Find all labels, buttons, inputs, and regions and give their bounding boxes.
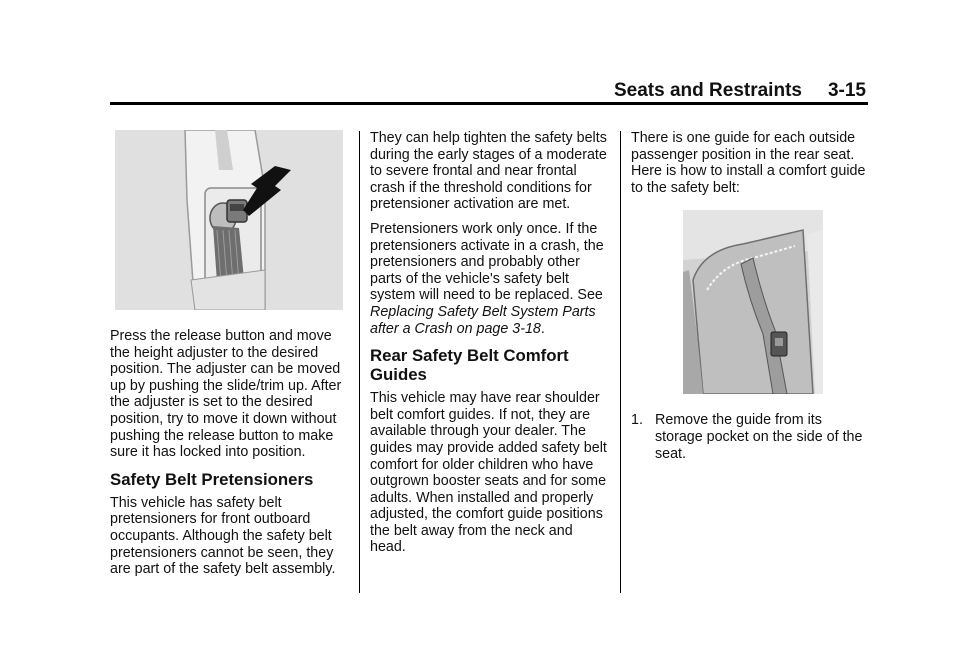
- see-prefix: See: [577, 287, 603, 304]
- pretensioners-function: They can help tighten the safety belts during the early stages of a moderate to severe frontal and near frontal crash if the threshold conditions for pretensioner activation are met.: [370, 130, 607, 213]
- section-title: Seats and Restraints: [614, 80, 802, 101]
- comfort-guide-seat-illustration-icon: [683, 210, 823, 394]
- see-suffix: .: [540, 320, 545, 337]
- header-rule: [110, 102, 868, 105]
- page-number: 3-15: [827, 80, 866, 101]
- column-divider-1: [359, 131, 360, 593]
- pretensioners-intro: This vehicle has safety belt pretensioners for front outboard occupants. Although the safety belt pretensioners cannot be seen, they are part of the safety belt assembly.: [110, 494, 336, 578]
- list-item: [631, 412, 871, 462]
- heading-pretensioners: Safety Belt Pretensioners: [110, 469, 314, 489]
- heading-comfort-guides: Rear Safety Belt Comfort Guides: [370, 346, 569, 385]
- cross-reference-link[interactable]: Replacing Safety Belt System Parts after a Crash on page 3-18: [370, 303, 596, 337]
- page-header: [0, 80, 866, 102]
- comfort-guide-intro: There is one guide for each outside passenger position in the rear seat. Here is how to install a comfort guide to the safety belt:: [631, 130, 866, 196]
- column-2: [370, 130, 610, 564]
- pretensioners-replacement: [370, 221, 610, 337]
- step-text: Remove the guide from its storage pocket on the side of the seat.: [655, 412, 863, 462]
- comfort-guides-description: This vehicle may have rear shoulder belt comfort guides. If not, they are available through your dealer. The guides may provide added safety belt comfort for older children who have outgrown booster seats and for some adults. When installed and properly adjusted, the comfort guide positions the belt away from the neck and head.: [370, 390, 607, 556]
- pretensioners-replacement-text: Pretensioners work only once. If the pretensioners activate in a crash, the pretensioners and probably other parts of the vehicle's safety belt system will need to be replaced.: [370, 220, 604, 304]
- column-divider-2: [620, 131, 621, 593]
- height-adjuster-illustration-icon: [115, 130, 343, 310]
- column-3: [631, 130, 871, 462]
- step-number: 1.: [631, 412, 643, 429]
- adjuster-instructions: Press the release button and move the height adjuster to the desired position. The adjuster can be moved up by pushing the slide/trim up. After the adjuster is set to the desired position, try to move it down without pushing the release button to make sure it has locked into position.: [110, 328, 342, 461]
- column-1: [110, 130, 350, 586]
- installation-steps: [631, 412, 871, 462]
